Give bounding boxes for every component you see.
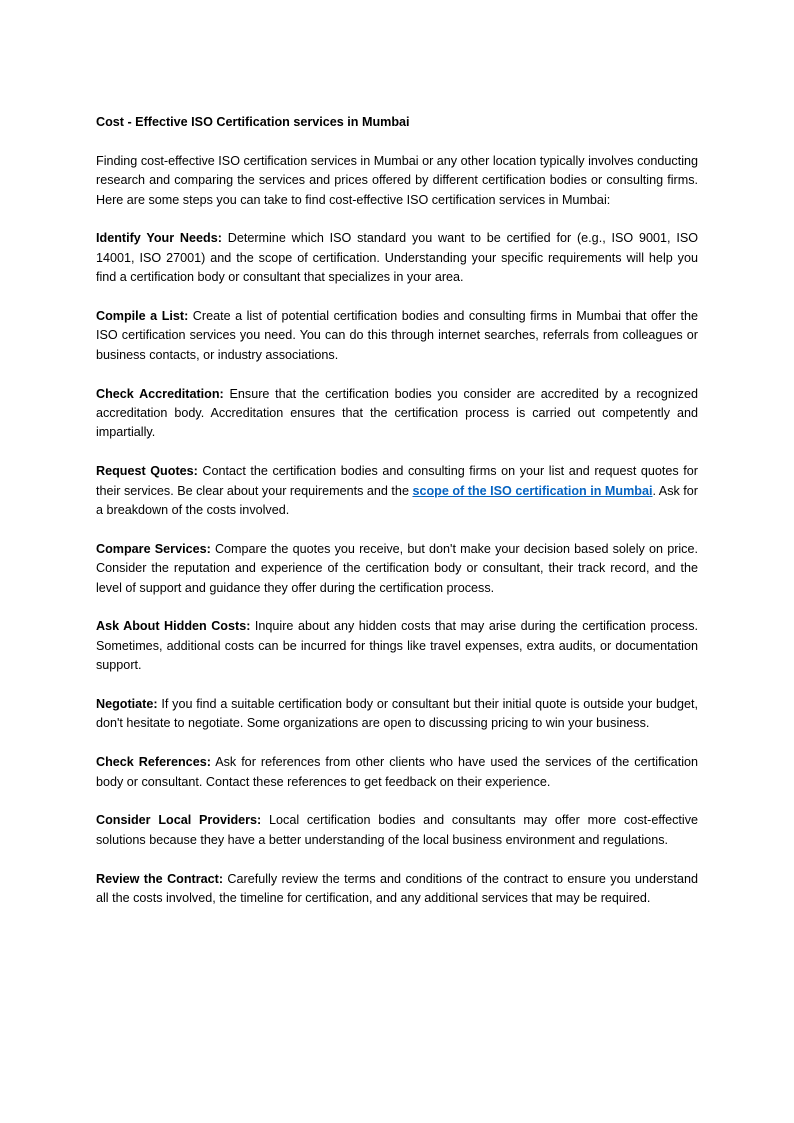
section-text-after-link: . Ask for a breakdown of the costs involved.: [96, 483, 699, 518]
section-negotiate: [96, 695, 698, 734]
section-text-before-link: Contact the certification bodies and consulting firms on your list and request quotes for their services. Be clear about your requirements and the: [96, 464, 699, 498]
section-text: Ensure that the certification bodies you consider are accredited by a recognized accreditation body. Accreditation ensures that the certification process is carried out competently and impartially.: [96, 386, 698, 440]
section-term: Identify Your Needs:: [96, 231, 222, 246]
section-text: Ask for references from other clients who have used the services of the certification body or consultant. Contact these references to get feedback on their experience.: [96, 755, 698, 789]
section-check-references: [96, 753, 698, 792]
section-term: Check References:: [96, 755, 211, 770]
scope-iso-certification-link[interactable]: scope of the ISO certification in Mumbai: [412, 483, 653, 498]
section-compare-services: [96, 540, 698, 598]
section-term: Compile a List:: [96, 309, 189, 324]
section-identify-needs: [96, 229, 698, 287]
document-title: Cost - Effective ISO Certification services in Mumbai: [96, 115, 410, 129]
section-term: Negotiate:: [96, 697, 158, 712]
section-check-accreditation: [96, 385, 698, 443]
section-term: Ask About Hidden Costs:: [96, 619, 251, 634]
section-request-quotes: [96, 462, 698, 520]
section-text: Determine which ISO standard you want to be certified for (e.g., ISO 9001, ISO 14001, ISO 27001) and the scope of certification. Understanding your specific requirements will help you find a certification body or consultant that specializes in your area.: [96, 231, 699, 285]
section-text: Compare the quotes you receive, but don't make your decision based solely on price. Consider the reputation and experience of the certification body or consultant, their track record, and the level of support and guidance they offer during the certification process.: [96, 541, 698, 595]
section-review-contract: [96, 870, 698, 909]
section-text: Create a list of potential certification bodies and consulting firms in Mumbai that offer the ISO certification services you need. You can do this through internet searches, referrals from colleagues or business contacts, or industry associations.: [96, 309, 699, 362]
section-text: Local certification bodies and consultants may offer more cost-effective solutions because they have a better understanding of the local business environment and regulations.: [96, 813, 699, 847]
document-page: [96, 113, 698, 928]
section-term: Check Accreditation:: [96, 386, 224, 401]
section-text: If you find a suitable certification body or consultant but their initial quote is outside your budget, don't hesitate to negotiate. Some organizations are open to discussing pricing to win your business.: [96, 697, 698, 731]
intro-paragraph: Finding cost-effective ISO certification services in Mumbai or any other location typically involves conducting research and comparing the services and prices offered by different certification bodies or consulting firms. Here are some steps you can take to find cost-effective ISO certification services in Mumbai:: [96, 153, 698, 207]
section-local-providers: [96, 811, 698, 850]
section-text: Inquire about any hidden costs that may arise during the certification process. Sometimes, additional costs can be incurred for things like travel expenses, extra audits, or documentation support.: [96, 619, 698, 673]
section-text: Carefully review the terms and conditions of the contract to ensure you understand all the costs involved, the timeline for certification, and any additional services that may be required.: [96, 871, 698, 906]
section-term: Request Quotes:: [96, 464, 198, 479]
section-term: Review the Contract:: [96, 871, 224, 886]
section-term: Compare Services:: [96, 541, 211, 556]
section-hidden-costs: [96, 617, 698, 675]
section-compile-list: [96, 307, 698, 365]
section-term: Consider Local Providers:: [96, 813, 262, 828]
